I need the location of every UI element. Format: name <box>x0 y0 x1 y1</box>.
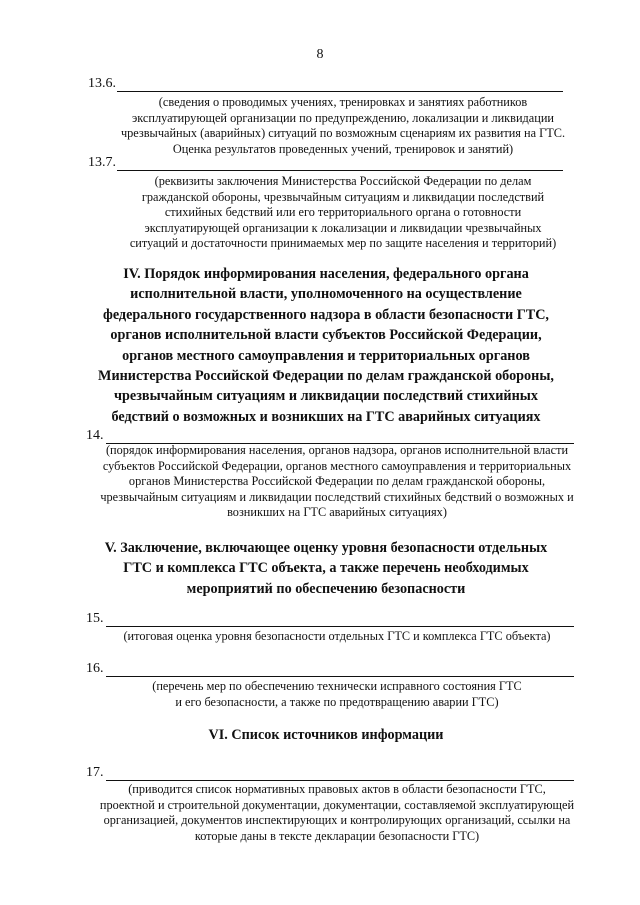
field-number: 17. <box>86 765 104 780</box>
field-note: (итоговая оценка уровня безопасности отдельных ГТС и комплекса ГТС объекта) <box>123 629 551 643</box>
field-number: 13.6. <box>88 76 116 91</box>
section-iv-heading: IV. Порядок информирования населения, федерального органа исполнительной власти, уполномоченного на осуществление федерального государственного надзора в области безопасности ГТС, органов исполнительной власти субъектов Российской Федерации, органов местного самоуправления и территориальных органов Министерства Российской Федерации по делам гражданской обороны, чрезвычайным ситуациям и ликвидации последствий стихийных бедствий о возможных и возникших на ГТС аварийных ситуациях <box>98 266 554 425</box>
fill-line[interactable] <box>117 91 563 92</box>
field-17 <box>86 765 104 781</box>
page-number: 8 <box>316 47 324 62</box>
fill-line[interactable] <box>106 626 574 627</box>
field-number: 16. <box>86 661 104 676</box>
field-note: (перечень мер по обеспечению технически исправного состояния ГТС и его безопасности, а также по предотвращению аварии ГТС) <box>152 679 522 709</box>
field-note: (приводится список нормативных правовых актов в области безопасности ГТС, проектной и строительной документации, документации, составляемой эксплуатирующей организацией, документов инспектирующих и контролирующих организаций, ссылки на которые даны в тексте декларации безопасности ГТС) <box>99 782 575 843</box>
field-number: 14. <box>86 428 104 443</box>
fill-line[interactable] <box>117 170 563 171</box>
field-14 <box>86 428 104 444</box>
field-15 <box>86 611 104 627</box>
field-13-7 <box>88 155 116 171</box>
section-v-heading: V. Заключение, включающее оценку уровня безопасности отдельных ГТС и комплекса ГТС объекта, а также перечень необходимых мероприятий по обеспечению безопасности <box>104 540 548 597</box>
field-number: 13.7. <box>88 155 116 170</box>
field-16 <box>86 661 104 677</box>
field-number: 15. <box>86 611 104 626</box>
field-note: (реквизиты заключения Министерства Российской Федерации по делам гражданской обороны, чрезвычайным ситуациям и ликвидации последствий стихийных бедствий или его территориального органа о готовности эксплуатирующей организации к локализации и ликвидации чрезвычайных ситуаций и достаточности принимаемых мер по защите населения и территорий) <box>129 174 557 251</box>
section-vi-heading: VI. Список источников информации <box>208 727 444 743</box>
field-note: (сведения о проводимых учениях, тренировках и занятиях работников эксплуатирующей организации по предупреждению, локализации и ликвидации чрезвычайных (аварийных) ситуаций по возможным сценариям их развития на ГТС. Оценка результатов проведенных учений, тренировок и занятий) <box>120 95 566 156</box>
fill-line[interactable] <box>106 780 574 781</box>
field-13-6 <box>88 76 116 92</box>
field-note: (порядок информирования населения, органов надзора, органов исполнительной власти субъектов Российской Федерации, органов местного самоуправления и территориальных органов Министерства Российской Федерации по делам гражданской обороны, чрезвычайным ситуациям и ликвидации последствий стихийных бедствий о возможных и возникших на ГТС аварийных ситуациях) <box>100 443 574 520</box>
fill-line[interactable] <box>106 676 574 677</box>
